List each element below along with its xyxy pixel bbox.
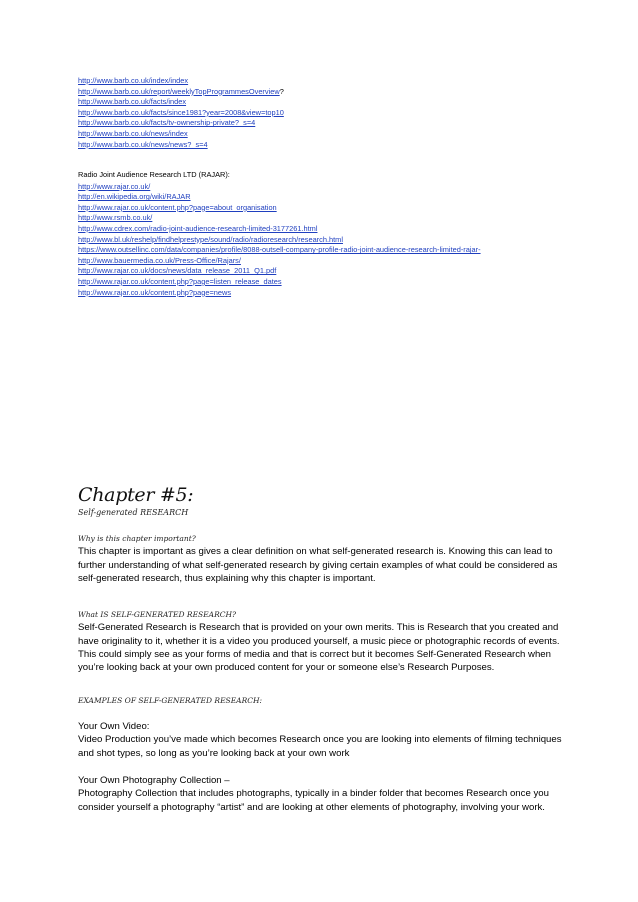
rajar-label: Radio Joint Audience Research LTD (RAJAR): bbox=[78, 170, 230, 179]
rajar-link-4[interactable]: http://www.rsmb.co.uk/ bbox=[78, 213, 153, 223]
rajar-link-10[interactable]: http://www.rajar.co.uk/content.php?page=listen_release_dates bbox=[78, 276, 282, 286]
barb-link-2-text: http://www.barb.co.uk/report/weeklyTopProgrammesOverview bbox=[78, 86, 280, 96]
what-section bbox=[78, 608, 563, 674]
video-section bbox=[78, 720, 563, 760]
photo-paragraph: Photography Collection that includes photographs, typically in a binder folder that becomes Research once you consider yourself a photography “artist” and are looking at other elements of photography, involving your work. bbox=[78, 788, 549, 813]
examples-section bbox=[78, 694, 563, 707]
what-heading: What IS SELF-GENERATED RESEARCH? bbox=[78, 610, 237, 619]
barb-link-4[interactable]: http://www.barb.co.uk/facts/since1981?year=2008&view=top10 bbox=[78, 107, 284, 117]
rajar-section bbox=[78, 170, 618, 298]
video-title: Your Own Video: bbox=[78, 721, 150, 732]
why-section bbox=[78, 532, 563, 585]
rajar-link-8[interactable]: http://www.bauermedia.co.uk/Press-Office/Rajars/ bbox=[78, 255, 241, 265]
barb-link-2-tail: ? bbox=[279, 86, 284, 96]
rajar-link-7[interactable]: https://www.outsellinc.com/data/companies/profile/8088-outsell-company-profile-radio-joint-audience-research-limited-rajar- bbox=[78, 245, 481, 255]
barb-link-6[interactable]: http://www.barb.co.uk/news/index bbox=[78, 128, 188, 138]
rajar-link-2[interactable]: http://en.wikipedia.org/wiki/RAJAR bbox=[78, 192, 191, 202]
video-paragraph: Video Production you’ve made which becomes Research once you are looking into elements of filming techniques and shot types, so long as you’re looking back at your own work bbox=[78, 734, 562, 759]
barb-link-5[interactable]: http://www.barb.co.uk/facts/tv-ownership-private?_s=4 bbox=[78, 118, 256, 128]
why-paragraph: This chapter is important as gives a clear definition on what self-generated research is. Knowing this can lead to further understanding of what self-generated research by giving certain examples of what could be considered as self-generated research, thus explaining why this chapter is important. bbox=[78, 546, 558, 584]
barb-link-3[interactable]: http://www.barb.co.uk/facts/index bbox=[78, 97, 187, 107]
rajar-link-1[interactable]: http://www.rajar.co.uk/ bbox=[78, 181, 151, 191]
chapter-title: Chapter #5: bbox=[78, 484, 194, 506]
rajar-link-5[interactable]: http://www.cdrex.com/radio-joint-audience-research-limited-3177261.html bbox=[78, 223, 318, 233]
rajar-link-3[interactable]: http://www.rajar.co.uk/content.php?page=about_organisation bbox=[78, 202, 277, 212]
photo-title: Your Own Photography Collection – bbox=[78, 775, 230, 786]
barb-link-7[interactable]: http://www.barb.co.uk/news/news?_s=4 bbox=[78, 139, 208, 149]
examples-heading: EXAMPLES OF SELF-GENERATED RESEARCH: bbox=[78, 696, 263, 705]
rajar-link-11[interactable]: http://www.rajar.co.uk/content.php?page=news bbox=[78, 287, 232, 297]
chapter-subtitle: Self-generated RESEARCH bbox=[78, 508, 189, 517]
photo-section bbox=[78, 774, 563, 814]
barb-link-list bbox=[78, 76, 598, 150]
rajar-link-6[interactable]: http://www.bl.uk/reshelp/findhelprestype/sound/radio/radioresearch/research.html bbox=[78, 234, 343, 244]
what-paragraph: Self-Generated Research is Research that is provided on your own merits. This is Research that you created and have originality to it, whether it is a video you produced yourself, a music piece or photographic records of events. This could simply see as your forms of media and that is correct but it becomes Self-Generated Research when you’re looking back at your own produced content for your or someone else’s Research Purposes. bbox=[78, 622, 560, 674]
why-heading: Why is this chapter important? bbox=[78, 534, 196, 543]
rajar-link-9[interactable]: http://www.rajar.co.uk/docs/news/data_release_2011_Q1.pdf bbox=[78, 266, 277, 276]
barb-link-1[interactable]: http://www.barb.co.uk/index/index bbox=[78, 76, 189, 85]
barb-link-2[interactable] bbox=[78, 87, 598, 98]
